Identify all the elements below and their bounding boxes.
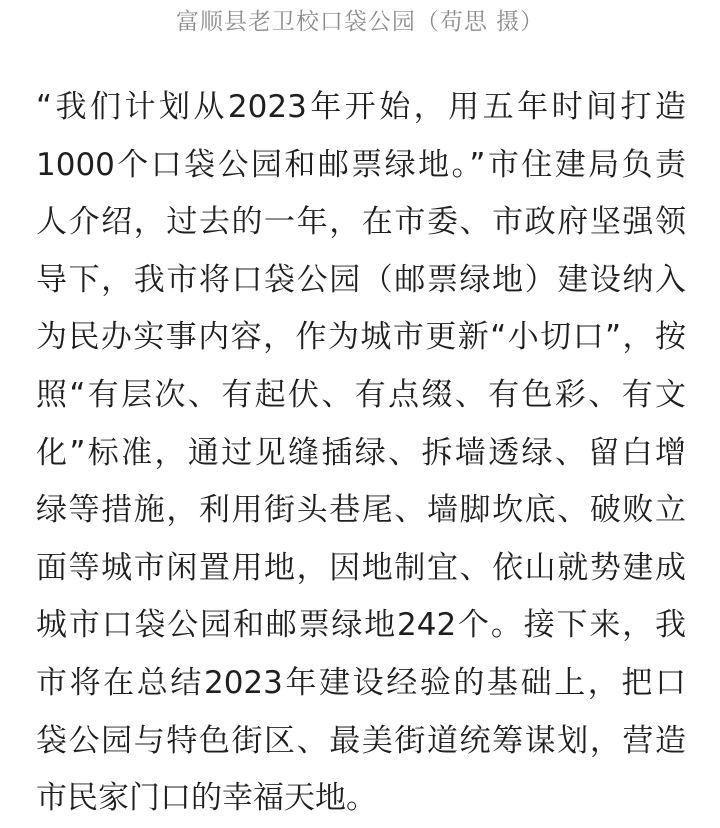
paragraph-line: 市民家门口的幸福天地。: [36, 780, 377, 817]
paragraph-line: 市将在总结2023年建设经验的基础上，把口: [36, 664, 686, 701]
paragraph-line: 面等城市闲置用地，因地制宜、依山就势建成: [36, 549, 686, 586]
paragraph-line: “我们计划从2023年开始，用五年时间打造: [36, 89, 686, 125]
paragraph-line: 人介绍，过去的一年，在市委、市政府坚强领: [36, 204, 686, 241]
paragraph-line: 袋公园与特色街区、最美街道统筹谋划，营造: [36, 722, 686, 759]
paragraph-line: 化”标准，通过见缝插绿、拆墙透绿、留白增: [36, 434, 686, 471]
article-paragraph: [36, 79, 686, 828]
paragraph-line: 为民办实事内容，作为城市更新“小切口”，按: [36, 319, 686, 356]
paragraph-line: 导下，我市将口袋公园（邮票绿地）建设纳入: [36, 261, 686, 298]
photo-caption: 富顺县老卫校口袋公园（苟思 摄）: [175, 9, 545, 35]
paragraph-line: 城市口袋公园和邮票绿地242个。接下来，我: [36, 607, 686, 644]
paragraph-line: 1000个口袋公园和邮票绿地。”市住建局负责: [36, 146, 686, 183]
paragraph-line: 绿等措施，利用街头巷尾、墙脚坎底、破败立: [36, 492, 686, 529]
paragraph-line: 照“有层次、有起伏、有点缀、有色彩、有文: [36, 376, 686, 413]
